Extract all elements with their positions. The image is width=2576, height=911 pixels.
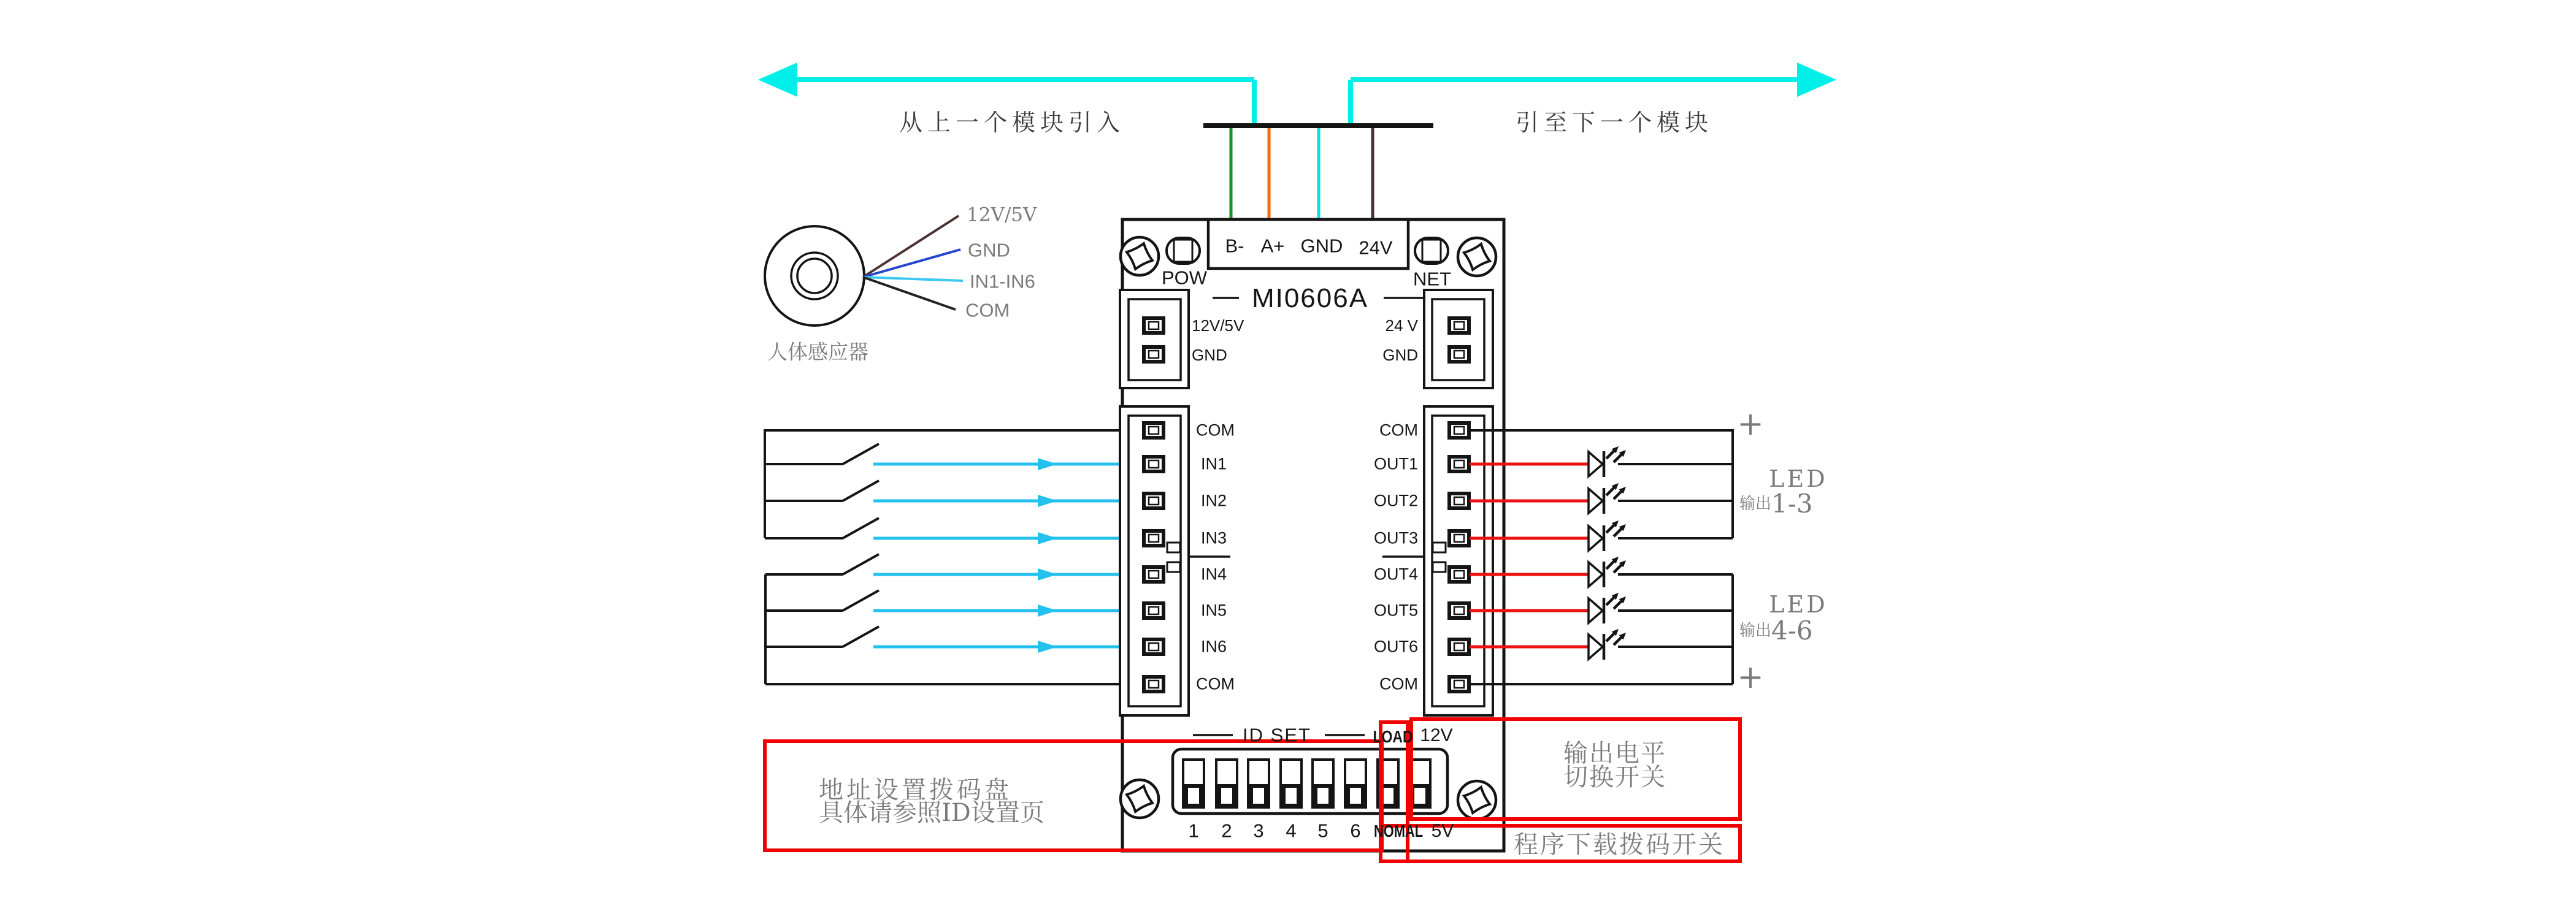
address-annotation-line1: 地址设置拨码盘 (819, 776, 1012, 804)
bus-pin-label-24v: 24V (1359, 237, 1393, 259)
pir-sensor-icon (765, 226, 864, 326)
bus-pin-label-a+: A+ (1260, 235, 1285, 257)
right-power-connector (1424, 290, 1493, 388)
level-annotation-line1: 输出电平 (1563, 739, 1666, 768)
nomal-label: NOMAL (1373, 821, 1424, 840)
dip-number-4: 4 (1286, 820, 1297, 842)
pin-icon (1449, 347, 1469, 362)
incoming-note: 从上一个模块引入 (899, 109, 1125, 136)
right-io-label-out3: OUT3 (1373, 528, 1418, 547)
sensor-wire-label-12v5v: 12V/5V (967, 204, 1037, 226)
plus-sign-top: + (1737, 406, 1764, 443)
outgoing-note: 引至下一个模块 (1515, 109, 1714, 136)
load-label: LOAD (1373, 727, 1413, 746)
level-5v-label: 5V (1431, 821, 1454, 841)
right-power-label-24v: 24 V (1385, 316, 1418, 335)
bus-pin-label-gnd: GND (1300, 235, 1343, 257)
dip-switch-5[interactable] (1313, 760, 1333, 807)
dip-switch-6[interactable] (1345, 760, 1366, 807)
arrowhead-left-icon (758, 63, 797, 97)
left-power-label-gnd: GND (1192, 346, 1227, 364)
left-io-label-in6: IN6 (1201, 637, 1227, 656)
led-icon (1589, 520, 1626, 551)
right-io-connector (1424, 406, 1493, 715)
pow-led-icon (1167, 238, 1200, 264)
dip-number-3: 3 (1253, 820, 1264, 842)
right-io-label-out5: OUT5 (1373, 601, 1418, 620)
left-io-label-com-bottom: COM (1196, 674, 1235, 693)
screw-icon (1458, 238, 1496, 276)
dip-number-5: 5 (1317, 820, 1328, 842)
program-annotation: 程序下载拨码开关 (1514, 831, 1725, 859)
bus-drop-wires (1231, 128, 1373, 221)
screw-icon (1458, 781, 1496, 819)
screw-icon (1121, 780, 1159, 818)
sensor-wire-label-com: COM (965, 299, 1010, 321)
input-wires (873, 464, 1143, 647)
right-io-label-com-bottom: COM (1379, 674, 1418, 693)
left-io-label-in4: IN4 (1201, 565, 1227, 584)
dip-number-2: 2 (1221, 820, 1232, 842)
pin-icon (1144, 318, 1163, 333)
bus-pin-label-b-: B- (1225, 235, 1244, 257)
module-title: MI0606A (1251, 283, 1369, 313)
led-group1-title: LED (1769, 465, 1828, 492)
dip-number-1: 1 (1188, 820, 1199, 842)
bus-bar (1203, 123, 1433, 128)
right-power-label-gnd: GND (1382, 346, 1418, 364)
sensor-wires (863, 216, 963, 310)
left-io-label-in1: IN1 (1201, 454, 1227, 473)
pow-label: POW (1161, 267, 1208, 289)
input-wire-arrowheads (1038, 458, 1057, 653)
level-annotation-line2: 切换开关 (1563, 763, 1666, 791)
sensor-wire-label-in1-in6: IN1-IN6 (970, 270, 1035, 292)
switch-blades (843, 444, 879, 647)
sensor-wire-label-gnd: GND (968, 239, 1010, 261)
right-io-label-out1: OUT1 (1373, 454, 1418, 473)
pin-icon (1144, 347, 1163, 362)
address-annotation-line2: 具体请参照ID设置页 (819, 799, 1045, 827)
led-icon (1589, 593, 1626, 623)
left-power-connector (1120, 290, 1189, 388)
arrowhead-right-icon (1797, 63, 1836, 97)
led-group2-numbers: 4-6 (1771, 616, 1813, 646)
id-set-label: ID SET (1243, 724, 1311, 746)
dip-switch-3[interactable] (1248, 760, 1269, 807)
dip-switch-4[interactable] (1281, 760, 1301, 807)
net-led-icon (1415, 238, 1448, 264)
net-label: NET (1413, 268, 1451, 290)
level-12v-label: 12V (1420, 725, 1453, 745)
led-icon (1589, 483, 1626, 514)
left-power-label-12v5v: 12V/5V (1192, 316, 1244, 335)
led-icon (1589, 557, 1626, 587)
left-io-connector (1120, 406, 1189, 715)
led-group2-prefix: 输出 (1739, 622, 1772, 640)
led-group2-title: LED (1769, 591, 1828, 618)
dip-switch-2[interactable] (1216, 760, 1237, 807)
left-io-label-in2: IN2 (1201, 491, 1227, 510)
dip-number-6: 6 (1350, 820, 1361, 842)
screw-icon (1121, 237, 1159, 275)
left-io-label-com-top: COM (1196, 421, 1235, 440)
left-io-label-in5: IN5 (1201, 601, 1227, 620)
led-group2-range (1739, 618, 1813, 644)
led-symbols (1589, 446, 1626, 660)
right-io-label-out2: OUT2 (1373, 491, 1418, 510)
led-group1-numbers: 1-3 (1771, 489, 1813, 519)
left-io-label-in3: IN3 (1201, 528, 1227, 547)
led-icon (1589, 629, 1626, 660)
pin-icon (1449, 318, 1469, 333)
right-io-label-out4: OUT4 (1373, 565, 1418, 584)
led-group1-range (1739, 491, 1813, 517)
dip-switch-1[interactable] (1183, 760, 1204, 807)
plus-sign-bottom: + (1737, 659, 1764, 696)
led-icon (1589, 446, 1626, 477)
sensor-name: 人体感应器 (767, 340, 868, 364)
led-group1-prefix: 输出 (1739, 495, 1772, 513)
right-io-label-out6: OUT6 (1373, 637, 1418, 656)
right-io-label-com-top: COM (1379, 421, 1418, 440)
